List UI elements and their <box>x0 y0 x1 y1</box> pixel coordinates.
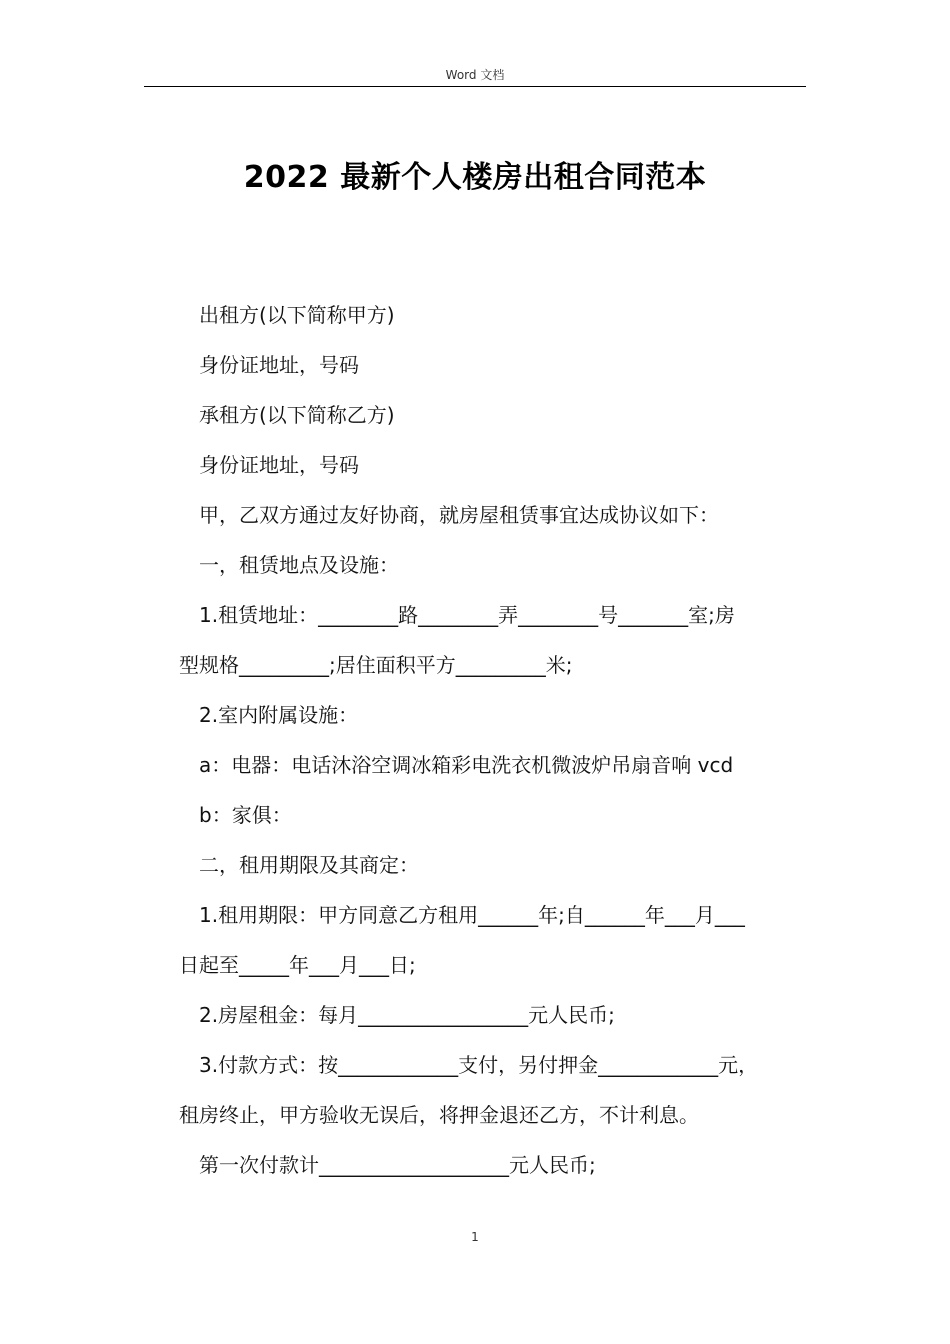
paragraph-payment-method: 3.付款方式：按____________支付，另付押金____________元， <box>199 1053 759 1077</box>
paragraph-rent: 2.房屋租金：每月_________________元人民币; <box>199 1003 615 1027</box>
header-divider <box>144 86 806 87</box>
section-heading-term: 二，租用期限及其商定： <box>199 853 419 877</box>
document-title: 2022 最新个人楼房出租合同范本 <box>243 160 707 195</box>
paragraph-first-payment: 第一次付款计___________________元人民币; <box>199 1153 596 1177</box>
paragraph-lessor-id: 身份证地址，号码 <box>199 353 359 377</box>
paragraph-lease-term-continued: 日起至_____年___月___日; <box>179 953 416 977</box>
paragraph-lease-term: 1.租用期限：甲方同意乙方租用______年;自______年___月___ <box>199 903 745 927</box>
paragraph-appliances: a：电器：电话沐浴空调冰箱彩电洗衣机微波炉吊扇音响 vcd <box>199 753 734 777</box>
section-heading-location: 一，租赁地点及设施： <box>199 553 399 577</box>
paragraph-address-continued: 型规格_________;居住面积平方_________米; <box>179 653 573 677</box>
document-body <box>179 290 809 1190</box>
paragraph-lessee: 承租方(以下简称乙方) <box>199 403 395 427</box>
paragraph-payment-method-continued: 租房终止，甲方验收无误后，将押金退还乙方，不计利息。 <box>179 1103 699 1127</box>
page-number: 1 <box>471 1230 479 1244</box>
paragraph-lessee-id: 身份证地址，号码 <box>199 453 359 477</box>
paragraph-lessor: 出租方(以下简称甲方) <box>199 303 395 327</box>
paragraph-address: 1.租赁地址：________路________弄________号_______室;房 <box>199 603 735 627</box>
paragraph-furniture: b：家俱： <box>199 803 292 827</box>
page-header: Word 文档 <box>445 68 505 82</box>
paragraph-agreement-intro: 甲，乙双方通过友好协商，就房屋租赁事宜达成协议如下： <box>199 503 719 527</box>
paragraph-facilities: 2.室内附属设施： <box>199 703 359 727</box>
